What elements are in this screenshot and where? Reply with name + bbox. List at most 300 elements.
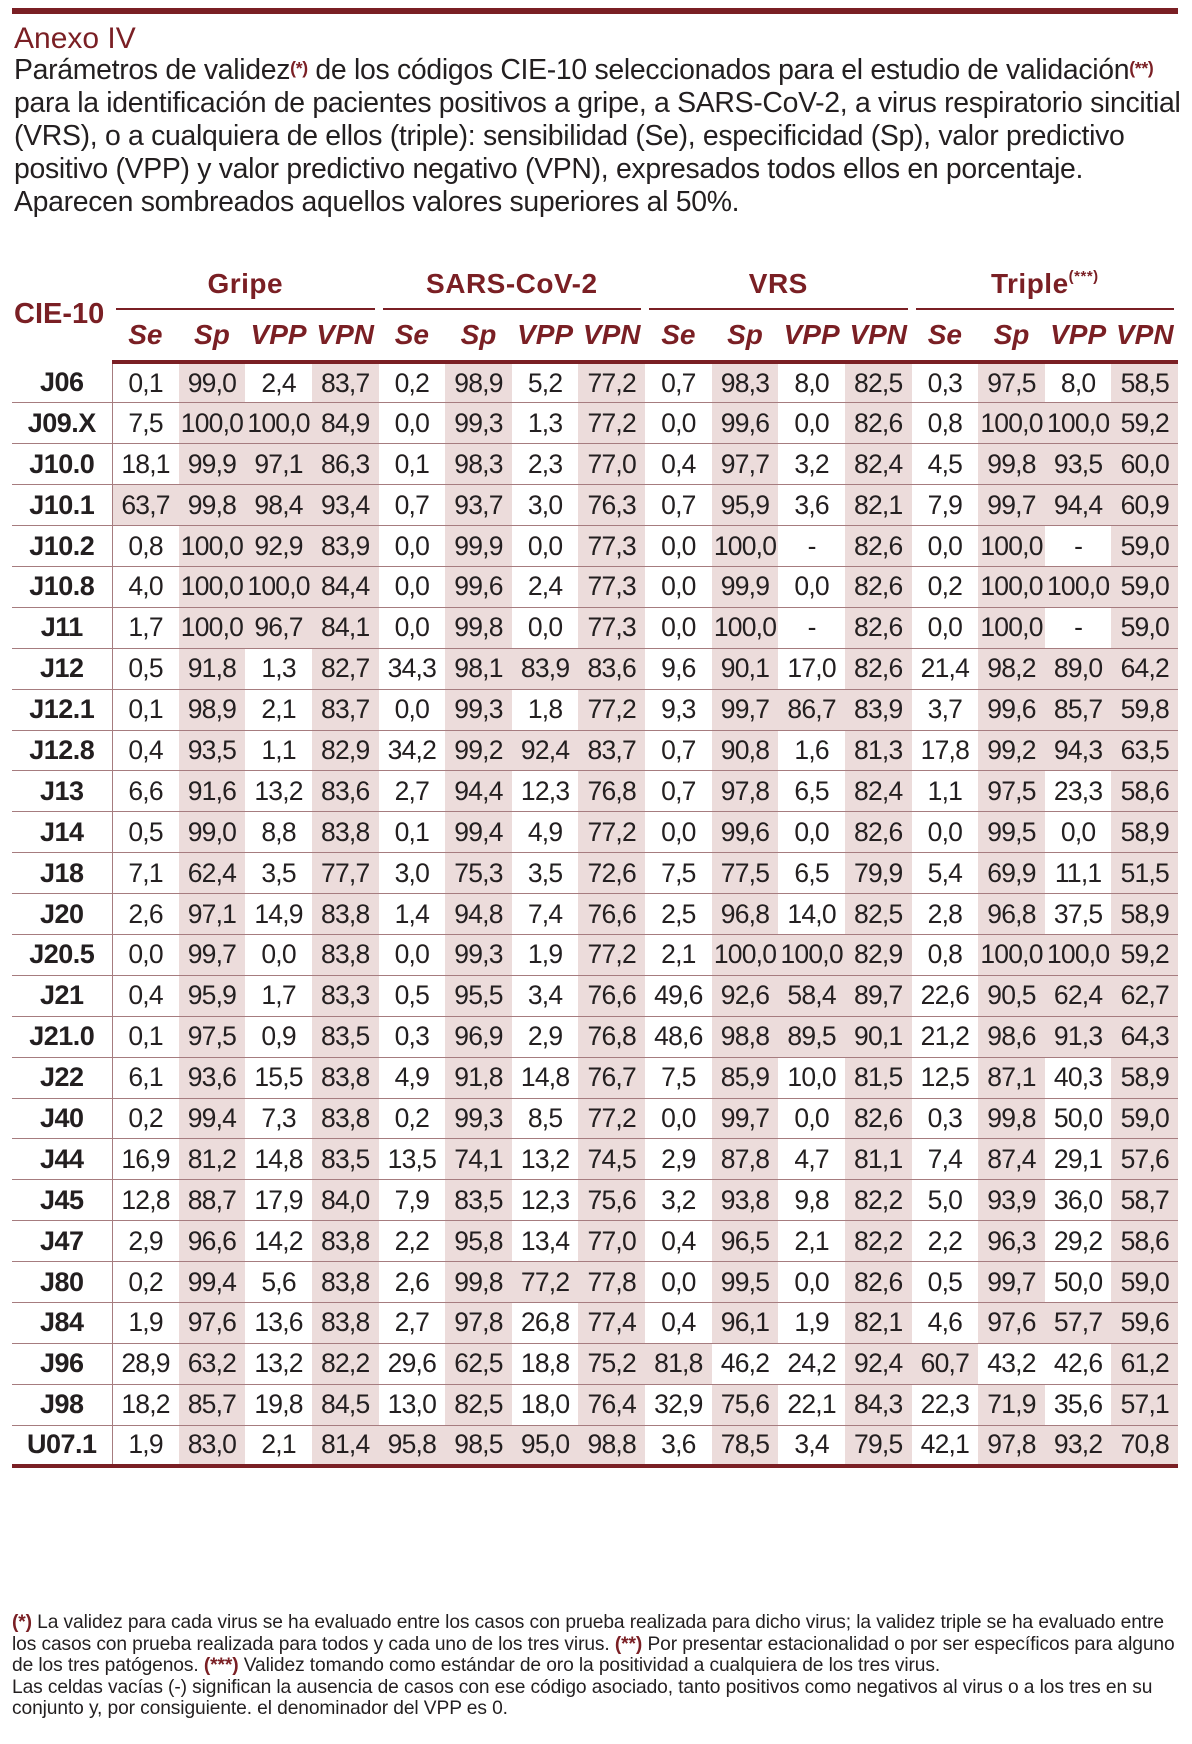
value-cell: 86,7 [778, 689, 845, 730]
row-code: J09.X [12, 403, 112, 444]
value-cell: 57,1 [1111, 1384, 1178, 1425]
value-cell: 83,8 [312, 812, 379, 853]
value-cell: 60,9 [1111, 485, 1178, 526]
value-cell: 96,9 [445, 1016, 512, 1057]
value-cell: 58,5 [1111, 362, 1178, 403]
value-cell: 7,4 [512, 894, 579, 935]
value-cell: 93,5 [179, 730, 246, 771]
table-row [12, 853, 1178, 894]
table-row [12, 362, 1178, 403]
value-cell: 0,0 [512, 607, 579, 648]
value-cell: 61,2 [1111, 1343, 1178, 1384]
group-header-gripe [112, 266, 379, 310]
value-cell: 58,9 [1111, 894, 1178, 935]
footnotes [12, 1612, 1180, 1720]
value-cell: 98,4 [245, 485, 312, 526]
group-header-vrs [645, 266, 912, 310]
value-cell: 0,0 [645, 812, 712, 853]
value-cell: 7,1 [112, 853, 179, 894]
value-cell: 100,0 [978, 526, 1045, 567]
value-cell: 99,6 [712, 403, 779, 444]
value-cell: 0,2 [112, 1262, 179, 1303]
value-cell: 100,0 [978, 403, 1045, 444]
value-cell: 1,6 [778, 730, 845, 771]
value-cell: 100,0 [778, 934, 845, 975]
value-cell: 9,6 [645, 648, 712, 689]
value-cell: 0,0 [245, 934, 312, 975]
table-caption [14, 54, 1182, 219]
value-cell: 1,3 [512, 403, 579, 444]
value-cell: 83,8 [312, 1262, 379, 1303]
value-cell: 81,1 [845, 1139, 912, 1180]
value-cell: 0,0 [379, 526, 446, 567]
value-cell: 82,1 [845, 1302, 912, 1343]
value-cell: 10,0 [778, 1057, 845, 1098]
value-cell: 100,0 [179, 607, 246, 648]
value-cell: 18,8 [512, 1343, 579, 1384]
value-cell: 77,2 [512, 1262, 579, 1303]
value-cell: 100,0 [712, 526, 779, 567]
subheader-vpn: VPN [845, 310, 912, 362]
value-cell: 2,5 [645, 894, 712, 935]
value-cell: 2,1 [778, 1221, 845, 1262]
value-cell: 0,0 [778, 403, 845, 444]
caption-mark-2: (**) [1129, 58, 1154, 78]
value-cell: 0,1 [379, 812, 446, 853]
footnote-mark-2: (**) [614, 1633, 643, 1655]
value-cell: 0,0 [645, 566, 712, 607]
value-cell: 0,2 [379, 1098, 446, 1139]
value-cell: 100,0 [1045, 403, 1112, 444]
value-cell: 98,5 [445, 1425, 512, 1466]
value-cell: 99,2 [978, 730, 1045, 771]
value-cell: 98,8 [712, 1016, 779, 1057]
value-cell: 100,0 [978, 934, 1045, 975]
value-cell: 0,5 [112, 648, 179, 689]
value-cell: 21,4 [912, 648, 979, 689]
value-cell: 13,2 [512, 1139, 579, 1180]
value-cell: 99,8 [445, 607, 512, 648]
value-cell: 1,4 [379, 894, 446, 935]
value-cell: 0,4 [645, 1221, 712, 1262]
row-code: J14 [12, 812, 112, 853]
value-cell: 64,3 [1111, 1016, 1178, 1057]
footnote-text-1: La validez para cada virus se ha evaluado entre los casos con prueba realizada para dicho virus; la validez triple se ha evaluado entre los casos con prueba realizada para todos y cada uno de los tres virus. [12, 1612, 1164, 1655]
value-cell: 0,0 [778, 1098, 845, 1139]
value-cell: 50,0 [1045, 1262, 1112, 1303]
row-code: J20.5 [12, 934, 112, 975]
value-cell: 59,0 [1111, 1262, 1178, 1303]
table-row [12, 1425, 1178, 1466]
value-cell: 82,2 [845, 1221, 912, 1262]
row-code: J45 [12, 1180, 112, 1221]
value-cell: 77,2 [578, 1098, 645, 1139]
value-cell: 83,7 [578, 730, 645, 771]
value-cell: 22,6 [912, 975, 979, 1016]
value-cell: 93,2 [1045, 1425, 1112, 1466]
footnote-text-3: Validez tomando como estándar de oro la positividad a cualquiera de los tres virus. [238, 1655, 941, 1676]
value-cell: 2,1 [645, 934, 712, 975]
value-cell: 18,0 [512, 1384, 579, 1425]
value-cell: 0,0 [645, 403, 712, 444]
value-cell: 96,8 [978, 894, 1045, 935]
value-cell: 100,0 [712, 934, 779, 975]
value-cell: 2,1 [245, 1425, 312, 1466]
row-code: J12.8 [12, 730, 112, 771]
value-cell: 83,8 [312, 1057, 379, 1098]
value-cell: 50,0 [1045, 1098, 1112, 1139]
table-row [12, 1221, 1178, 1262]
subheader-sp: Sp [978, 310, 1045, 362]
value-cell: 75,3 [445, 853, 512, 894]
value-cell: 1,3 [245, 648, 312, 689]
value-cell: 99,7 [978, 1262, 1045, 1303]
value-cell: 7,9 [912, 485, 979, 526]
value-cell: 7,4 [912, 1139, 979, 1180]
value-cell: 0,1 [112, 689, 179, 730]
value-cell: 0,8 [112, 526, 179, 567]
value-cell: 0,5 [912, 1262, 979, 1303]
value-cell: 71,9 [978, 1384, 1045, 1425]
value-cell: 83,8 [312, 1302, 379, 1343]
value-cell: 58,4 [778, 975, 845, 1016]
value-cell: 97,5 [978, 771, 1045, 812]
value-cell: 92,4 [512, 730, 579, 771]
table-row [12, 894, 1178, 935]
value-cell: 83,8 [312, 1221, 379, 1262]
table-row [12, 607, 1178, 648]
value-cell: 34,3 [379, 648, 446, 689]
group-label: VRS [748, 268, 808, 299]
value-cell: 81,3 [845, 730, 912, 771]
value-cell: 99,4 [179, 1262, 246, 1303]
value-cell: 94,8 [445, 894, 512, 935]
value-cell: 83,7 [312, 689, 379, 730]
footnote-empty-cells: Las celdas vacías (-) significan la ausencia de casos con ese código asociado, tanto positivos como negativos al virus o a los tres en su conjunto y, por consiguiente. el denominador del VPP es 0. [12, 1676, 1153, 1719]
table-row [12, 975, 1178, 1016]
value-cell: 82,7 [312, 648, 379, 689]
value-cell: 0,7 [645, 362, 712, 403]
value-cell: 77,8 [578, 1262, 645, 1303]
table-row [12, 526, 1178, 567]
table-row [12, 648, 1178, 689]
value-cell: 7,3 [245, 1098, 312, 1139]
value-cell: 8,0 [1045, 362, 1112, 403]
value-cell: 17,9 [245, 1180, 312, 1221]
value-cell: 0,0 [912, 607, 979, 648]
caption-part-3: para la identificación de pacientes positivos a gripe, a SARS-CoV-2, a virus respiratorio sincitial (VRS), o a cualquiera de ellos (triple): sensibilidad (Se), especificidad (Sp), valor predictivo positivo (VPP) y valor predictivo negativo (VPN), expresados todos ellos en porcentaje. Aparecen sombreados aquellos valores superiores al 50%. [14, 87, 1181, 218]
value-cell: 11,1 [1045, 853, 1112, 894]
value-cell: 59,2 [1111, 403, 1178, 444]
subheader-se: Se [379, 310, 446, 362]
value-cell: 1,1 [245, 730, 312, 771]
value-cell: 87,8 [712, 1139, 779, 1180]
value-cell: 99,4 [445, 812, 512, 853]
value-cell: 0,9 [245, 1016, 312, 1057]
value-cell: 40,3 [1045, 1057, 1112, 1098]
value-cell: 93,7 [445, 485, 512, 526]
value-cell: 89,5 [778, 1016, 845, 1057]
value-cell: 0,1 [112, 1016, 179, 1057]
value-cell: 100,0 [179, 403, 246, 444]
value-cell: 99,5 [978, 812, 1045, 853]
value-cell: 83,8 [312, 934, 379, 975]
caption-part-1: Parámetros de validez [14, 54, 291, 86]
value-cell: 84,4 [312, 566, 379, 607]
table-row [12, 566, 1178, 607]
row-code: J12.1 [12, 689, 112, 730]
value-cell: 59,0 [1111, 1098, 1178, 1139]
value-cell: 84,0 [312, 1180, 379, 1221]
value-cell: 59,2 [1111, 934, 1178, 975]
value-cell: 24,2 [778, 1343, 845, 1384]
value-cell: 100,0 [179, 526, 246, 567]
value-cell: 95,9 [179, 975, 246, 1016]
value-cell: 0,5 [379, 975, 446, 1016]
footnote-mark-1: (*) [12, 1612, 32, 1633]
value-cell: 0,8 [912, 403, 979, 444]
value-cell: 2,9 [112, 1221, 179, 1262]
value-cell: 17,8 [912, 730, 979, 771]
value-cell: 98,3 [712, 362, 779, 403]
value-cell: 7,5 [645, 853, 712, 894]
value-cell: 0,0 [379, 566, 446, 607]
value-cell: 2,4 [512, 566, 579, 607]
footnote-mark-3: (***) [203, 1655, 239, 1676]
table-row [12, 1139, 1178, 1180]
value-cell: 75,6 [712, 1384, 779, 1425]
value-cell: 89,7 [845, 975, 912, 1016]
value-cell: 29,6 [379, 1343, 446, 1384]
value-cell: 77,2 [578, 362, 645, 403]
value-cell: 12,8 [112, 1180, 179, 1221]
table-row [12, 444, 1178, 485]
value-cell: 82,6 [845, 526, 912, 567]
value-cell: 2,8 [912, 894, 979, 935]
value-cell: 95,8 [379, 1425, 446, 1466]
value-cell: 0,2 [912, 566, 979, 607]
value-cell: 4,5 [912, 444, 979, 485]
value-cell: 7,5 [645, 1057, 712, 1098]
row-code: J10.1 [12, 485, 112, 526]
row-code: J44 [12, 1139, 112, 1180]
row-code: J20 [12, 894, 112, 935]
value-cell: 4,9 [379, 1057, 446, 1098]
subheader-vpp: VPP [778, 310, 845, 362]
value-cell: 13,0 [379, 1384, 446, 1425]
value-cell: 85,7 [179, 1384, 246, 1425]
value-cell: 12,3 [512, 771, 579, 812]
value-cell: 91,6 [179, 771, 246, 812]
value-cell: 26,8 [512, 1302, 579, 1343]
value-cell: 83,9 [312, 526, 379, 567]
value-cell: 99,9 [712, 566, 779, 607]
value-cell: 77,3 [578, 526, 645, 567]
value-cell: 93,4 [312, 485, 379, 526]
value-cell: 35,6 [1045, 1384, 1112, 1425]
value-cell: 18,1 [112, 444, 179, 485]
value-cell: 3,7 [912, 689, 979, 730]
table-row [12, 1098, 1178, 1139]
subheader-sp: Sp [179, 310, 246, 362]
value-cell: 70,8 [1111, 1425, 1178, 1466]
value-cell: 82,6 [845, 812, 912, 853]
value-cell: 97,1 [245, 444, 312, 485]
value-cell: 14,2 [245, 1221, 312, 1262]
value-cell: 7,5 [112, 403, 179, 444]
value-cell: 82,5 [445, 1384, 512, 1425]
value-cell: 100,0 [245, 403, 312, 444]
value-cell: 0,2 [112, 1098, 179, 1139]
table-row [12, 1016, 1178, 1057]
value-cell: 2,4 [245, 362, 312, 403]
value-cell: 15,5 [245, 1057, 312, 1098]
value-cell: 99,6 [978, 689, 1045, 730]
value-cell: 13,2 [245, 1343, 312, 1384]
value-cell: 100,0 [1045, 566, 1112, 607]
value-cell: 4,6 [912, 1302, 979, 1343]
value-cell: 14,0 [778, 894, 845, 935]
value-cell: 99,7 [712, 689, 779, 730]
value-cell: 83,8 [312, 894, 379, 935]
value-cell: 79,9 [845, 853, 912, 894]
table-row [12, 1180, 1178, 1221]
table-row [12, 812, 1178, 853]
value-cell: 59,8 [1111, 689, 1178, 730]
value-cell: 83,9 [512, 648, 579, 689]
value-cell: 3,4 [512, 975, 579, 1016]
row-code: J11 [12, 607, 112, 648]
value-cell: 6,6 [112, 771, 179, 812]
value-cell: 77,7 [312, 853, 379, 894]
value-cell: 81,4 [312, 1425, 379, 1466]
value-cell: 8,8 [245, 812, 312, 853]
value-cell: 58,6 [1111, 771, 1178, 812]
value-cell: 84,9 [312, 403, 379, 444]
value-cell: 0,4 [645, 444, 712, 485]
value-cell: 84,3 [845, 1384, 912, 1425]
value-cell: 87,1 [978, 1057, 1045, 1098]
value-cell: 63,2 [179, 1343, 246, 1384]
value-cell: 100,0 [978, 566, 1045, 607]
value-cell: 64,2 [1111, 648, 1178, 689]
value-cell: 89,0 [1045, 648, 1112, 689]
subheader-row [12, 310, 1178, 362]
value-cell: 13,4 [512, 1221, 579, 1262]
value-cell: 2,2 [379, 1221, 446, 1262]
value-cell: 0,0 [778, 812, 845, 853]
value-cell: 3,5 [245, 853, 312, 894]
value-cell: 99,0 [179, 362, 246, 403]
group-mark: (***) [1068, 268, 1099, 285]
value-cell: 58,7 [1111, 1180, 1178, 1221]
value-cell: 6,5 [778, 853, 845, 894]
value-cell: 0,0 [912, 526, 979, 567]
value-cell: 14,8 [512, 1057, 579, 1098]
subheader-vpp: VPP [1045, 310, 1112, 362]
value-cell: - [1045, 607, 1112, 648]
footnote-paragraph [12, 1612, 1180, 1677]
value-cell: 77,2 [578, 689, 645, 730]
value-cell: 36,0 [1045, 1180, 1112, 1221]
row-code: J13 [12, 771, 112, 812]
value-cell: 99,3 [445, 934, 512, 975]
value-cell: 34,2 [379, 730, 446, 771]
value-cell: 4,0 [112, 566, 179, 607]
value-cell: 82,6 [845, 403, 912, 444]
subheader-se: Se [112, 310, 179, 362]
value-cell: 6,1 [112, 1057, 179, 1098]
row-code: U07.1 [12, 1425, 112, 1466]
value-cell: 100,0 [179, 566, 246, 607]
value-cell: 94,4 [445, 771, 512, 812]
value-cell: 78,5 [712, 1425, 779, 1466]
subheader-vpp: VPP [245, 310, 312, 362]
value-cell: 100,0 [712, 607, 779, 648]
value-cell: 100,0 [1045, 934, 1112, 975]
value-cell: 3,2 [645, 1180, 712, 1221]
value-cell: 82,4 [845, 771, 912, 812]
row-code: J10.2 [12, 526, 112, 567]
value-cell: 62,4 [1045, 975, 1112, 1016]
value-cell: 0,0 [379, 934, 446, 975]
value-cell: 99,2 [445, 730, 512, 771]
value-cell: 0,1 [379, 444, 446, 485]
value-cell: 76,6 [578, 975, 645, 1016]
table-row [12, 1057, 1178, 1098]
value-cell: 3,0 [379, 853, 446, 894]
subheader-se: Se [912, 310, 979, 362]
value-cell: 98,8 [578, 1425, 645, 1466]
value-cell: 0,4 [112, 730, 179, 771]
group-header-row [12, 266, 1178, 310]
value-cell: 62,7 [1111, 975, 1178, 1016]
value-cell: 74,1 [445, 1139, 512, 1180]
value-cell: 2,9 [645, 1139, 712, 1180]
value-cell: 59,0 [1111, 607, 1178, 648]
row-code: J96 [12, 1343, 112, 1384]
value-cell: 5,6 [245, 1262, 312, 1303]
value-cell: 96,1 [712, 1302, 779, 1343]
value-cell: 84,1 [312, 607, 379, 648]
value-cell: 91,8 [179, 648, 246, 689]
value-cell: 37,5 [1045, 894, 1112, 935]
value-cell: - [778, 526, 845, 567]
value-cell: 99,8 [978, 1098, 1045, 1139]
value-cell: 98,6 [978, 1016, 1045, 1057]
value-cell: 100,0 [245, 566, 312, 607]
value-cell: 77,2 [578, 934, 645, 975]
table-row [12, 1262, 1178, 1303]
value-cell: 63,5 [1111, 730, 1178, 771]
value-cell: 83,3 [312, 975, 379, 1016]
value-cell: 43,2 [978, 1343, 1045, 1384]
row-code: J21 [12, 975, 112, 1016]
value-cell: 83,9 [845, 689, 912, 730]
value-cell: 76,4 [578, 1384, 645, 1425]
group-header-sars-cov-2 [379, 266, 646, 310]
value-cell: 57,6 [1111, 1139, 1178, 1180]
value-cell: 4,7 [778, 1139, 845, 1180]
value-cell: 2,2 [912, 1221, 979, 1262]
table-row [12, 1302, 1178, 1343]
value-cell: 28,9 [112, 1343, 179, 1384]
value-cell: 99,4 [179, 1098, 246, 1139]
value-cell: 0,4 [645, 1302, 712, 1343]
value-cell: 2,9 [512, 1016, 579, 1057]
subheader-se: Se [645, 310, 712, 362]
value-cell: 42,6 [1045, 1343, 1112, 1384]
